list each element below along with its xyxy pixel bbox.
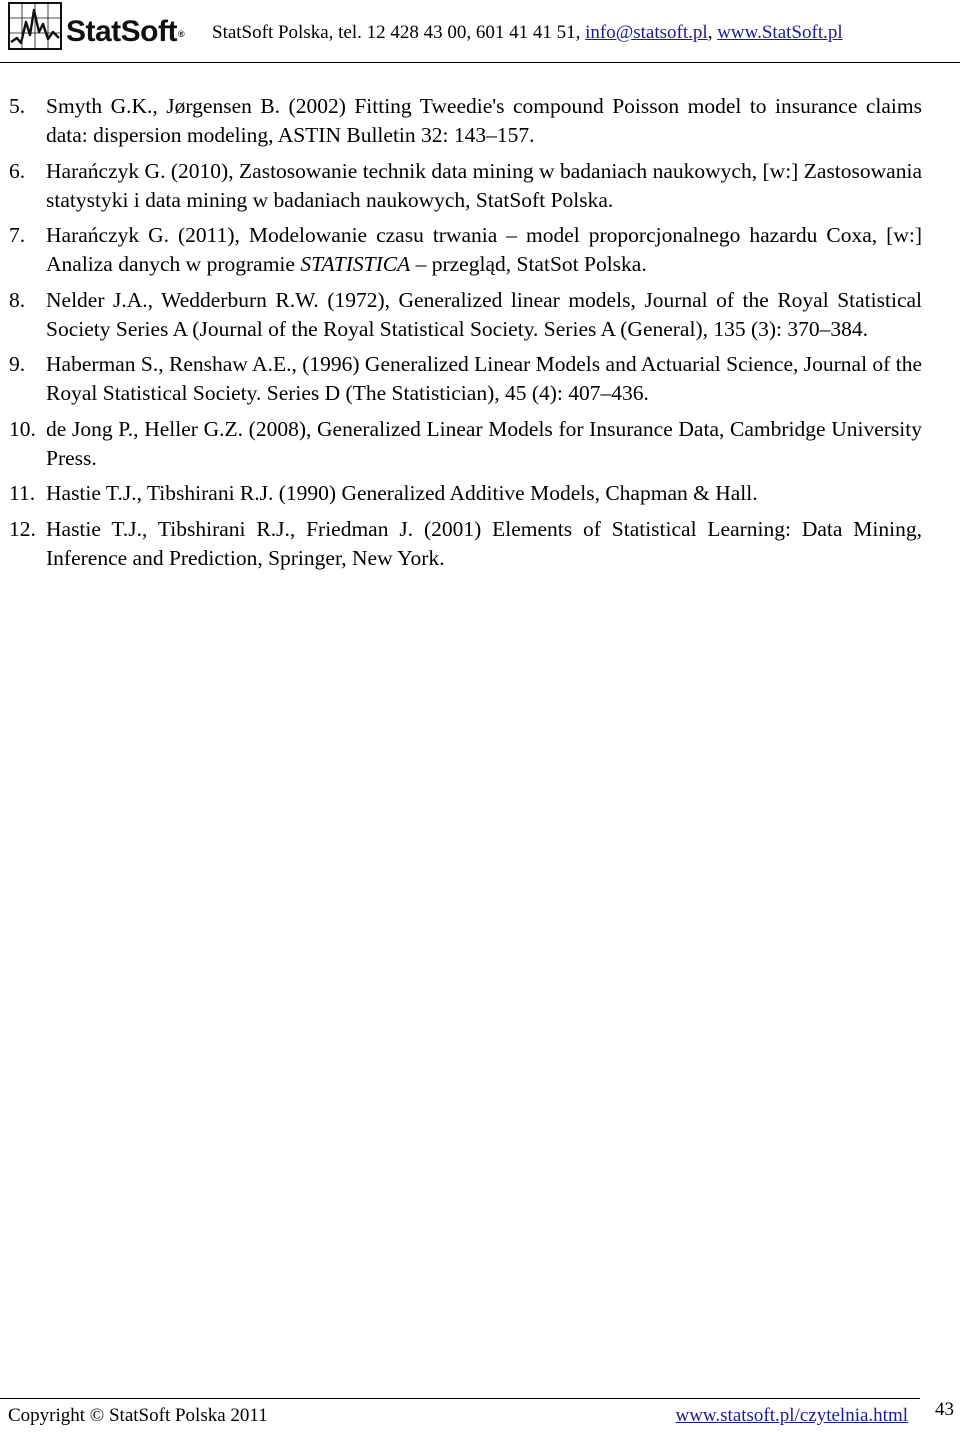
reference-item <box>0 479 960 508</box>
page-footer <box>0 1398 960 1432</box>
header-email-link[interactable]: info@statsoft.pl <box>585 22 708 43</box>
reference-italic-title: STATISTICA <box>300 252 411 276</box>
reference-item <box>0 286 960 344</box>
reference-text <box>46 221 922 279</box>
registered-mark: ® <box>178 29 185 39</box>
reference-number: 11. <box>9 481 36 505</box>
header-website-link[interactable]: www.StatSoft.pl <box>717 22 843 43</box>
reference-item <box>0 92 960 150</box>
header-divider <box>0 62 960 63</box>
reference-list <box>0 92 960 579</box>
page-number: 43 <box>935 1399 954 1420</box>
reference-number: 8. <box>9 287 26 312</box>
reference-item <box>0 515 960 573</box>
reference-number: 6. <box>9 158 26 183</box>
header-separator: , <box>707 22 718 43</box>
logo-wordmark: StatSoft® <box>66 15 185 48</box>
reference-item <box>0 221 960 279</box>
reference-text: Harańczyk G. (2010), Zastosowanie technik data mining w badaniach naukowych, [w:] Zastosowania statystyki i data mining w badaniach naukowych, StatSoft Polska. <box>46 158 922 212</box>
header-contact <box>212 21 843 45</box>
reference-text: Haberman S., Renshaw A.E., (1996) Generalized Linear Models and Actuarial Science, Journal of the Royal Statistical Society. Series D (The Statistician), 45 (4): 407–436. <box>46 352 922 405</box>
reference-text: Nelder J.A., Wedderburn R.W. (1972), Generalized linear models, Journal of the Royal Statistical Society Series A (Journal of the Royal Statistical Society. Series A (General), 135 (3): 370–384. <box>46 287 922 341</box>
reference-text: de Jong P., Heller G.Z. (2008), Generalized Linear Models for Insurance Data, Cambridge University Press. <box>46 416 922 470</box>
reference-item <box>0 350 960 408</box>
reference-item <box>0 157 960 215</box>
logo-chart-icon <box>8 2 70 54</box>
reference-text-part: Harańczyk G. (2011), Modelowanie czasu trwania – model proporcjonalnego hazardu Coxa, [w:] Analiza danych w programie <box>46 223 922 276</box>
reference-text: Smyth G.K., Jørgensen B. (2002) Fitting Tweedie's compound Poisson model to insurance claims data: dispersion modeling, ASTIN Bulletin 32: 143–157. <box>46 94 922 147</box>
footer-library-link[interactable]: www.statsoft.pl/czytelnia.html <box>675 1405 908 1426</box>
reference-number: 5. <box>9 94 26 118</box>
reference-number: 10. <box>9 416 36 441</box>
page-header <box>0 0 960 64</box>
footer-divider <box>0 1398 920 1399</box>
reference-number: 12. <box>9 516 36 541</box>
reference-text: Hastie T.J., Tibshirani R.J., Friedman J. (2001) Elements of Statistical Learning: Data Mining, Inference and Prediction, Springer, New York. <box>46 516 922 570</box>
reference-item <box>0 415 960 473</box>
reference-number: 7. <box>9 223 26 247</box>
reference-text: Hastie T.J., Tibshirani R.J. (1990) Generalized Additive Models, Chapman & Hall. <box>46 481 758 505</box>
statsoft-logo[interactable] <box>8 2 198 58</box>
reference-number: 9. <box>9 352 26 376</box>
header-contact-text: StatSoft Polska, tel. 12 428 43 00, 601 41 41 51, <box>212 22 586 43</box>
reference-text-part: – przegląd, StatSot Polska. <box>410 252 647 276</box>
footer-copyright: Copyright © StatSoft Polska 2011 <box>8 1405 268 1426</box>
